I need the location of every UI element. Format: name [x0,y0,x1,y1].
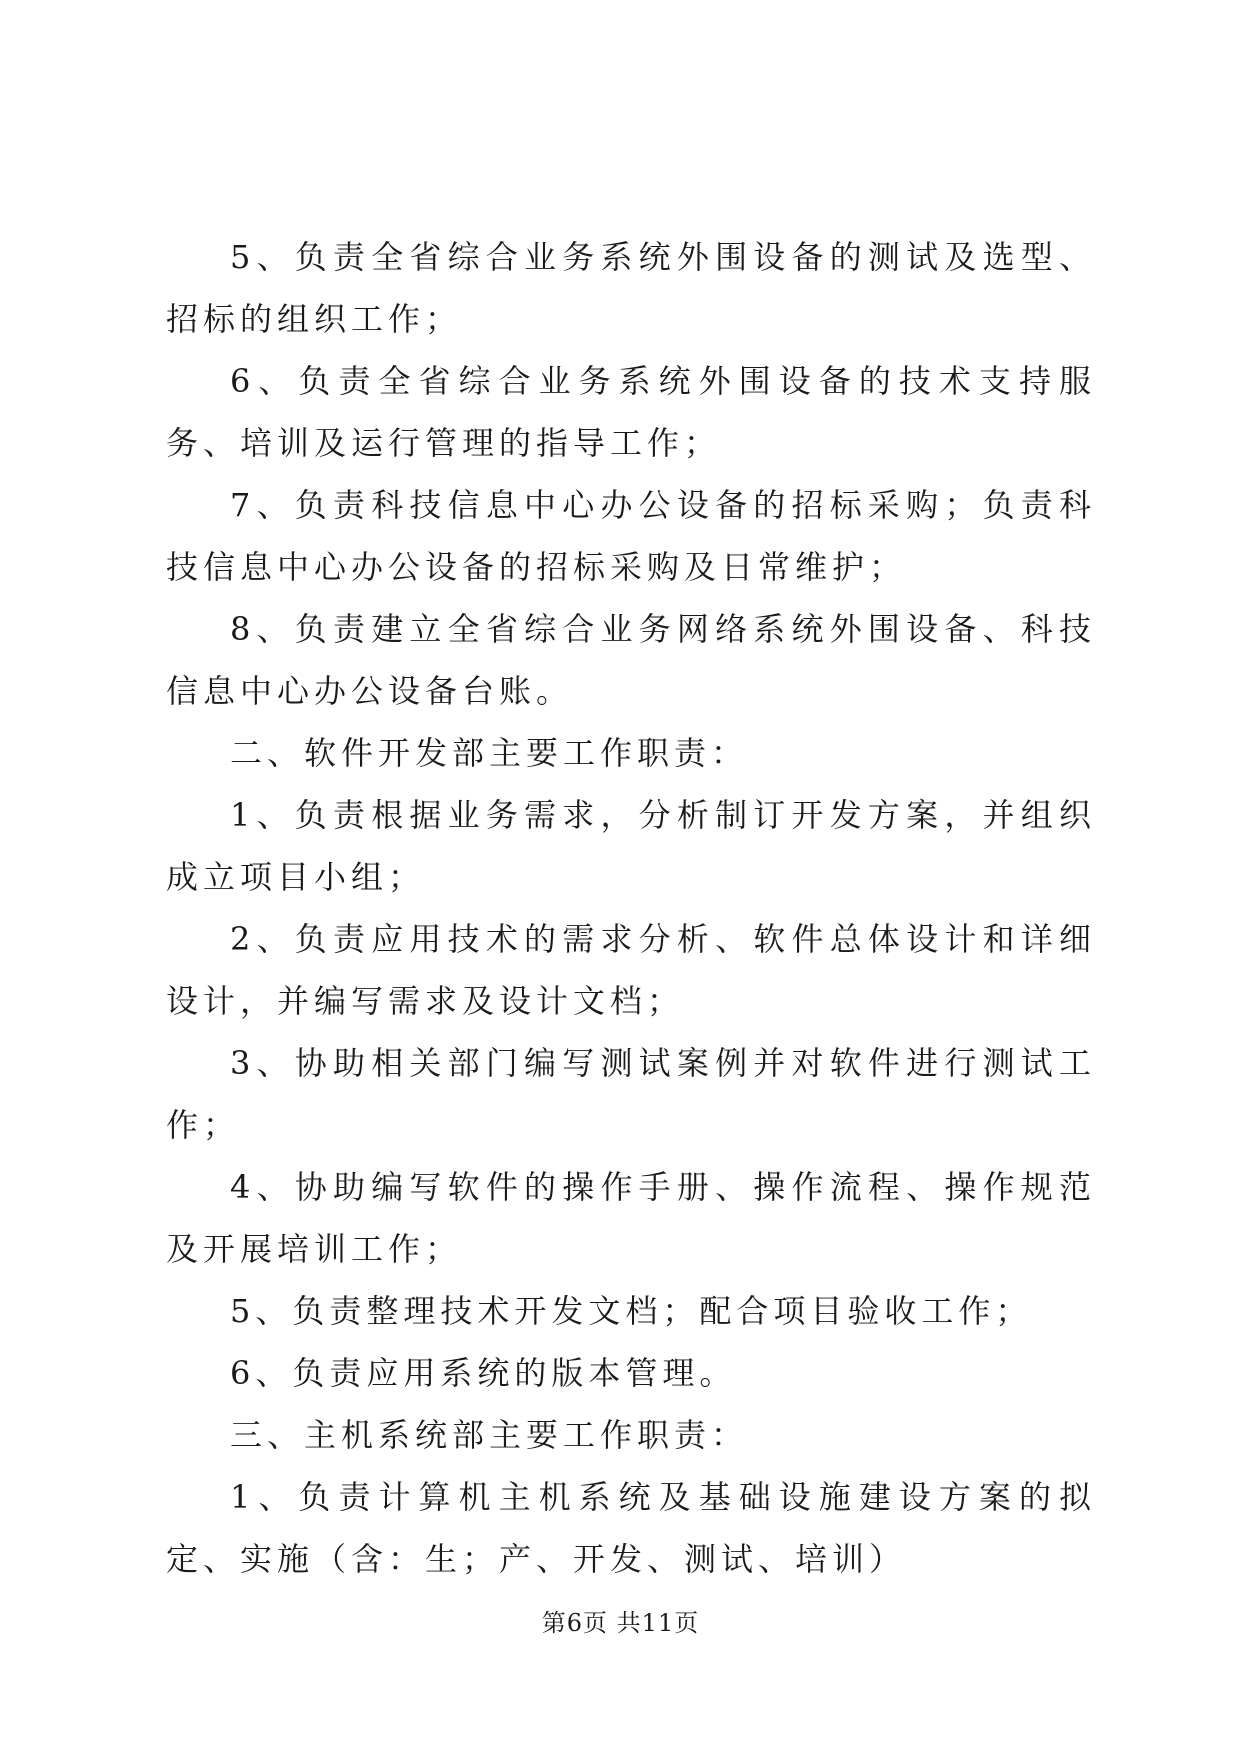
section-heading: 二、软件开发部主要工作职责： [230,734,749,772]
document-body [166,226,1096,1590]
paragraph: 6、负责全省综合业务系统外围设备的技术支持服务、培训及运行管理的指导工作； [166,362,1096,462]
paragraph: 1、负责根据业务需求，分析制订开发方案，并组织成立项目小组； [166,796,1096,896]
paragraph: 2、负责应用技术的需求分析、软件总体设计和详细设计，并编写需求及设计文档； [166,920,1096,1020]
paragraph: 8、负责建立全省综合业务网络系统外围设备、科技信息中心办公设备台账。 [166,610,1096,710]
paragraph: 5、负责整理技术开发文档；配合项目验收工作； [230,1292,1033,1330]
paragraph: 5、负责全省综合业务系统外围设备的测试及选型、招标的组织工作； [166,238,1096,338]
paragraph: 1、负责计算机主机系统及基础设施建设方案的拟定、实施（含：生；产、开发、测试、培训） [166,1478,1096,1578]
paragraph: 3、协助相关部门编写测试案例并对软件进行测试工作； [166,1044,1096,1144]
section-heading: 三、主机系统部主要工作职责： [230,1416,749,1454]
paragraph: 6、负责应用系统的版本管理。 [230,1354,737,1392]
page-number-footer: 第6页 共11页 [541,1609,700,1637]
paragraph: 7、负责科技信息中心办公设备的招标采购；负责科技信息中心办公设备的招标采购及日常维护； [166,486,1096,586]
paragraph: 4、协助编写软件的操作手册、操作流程、操作规范及开展培训工作； [166,1168,1096,1268]
